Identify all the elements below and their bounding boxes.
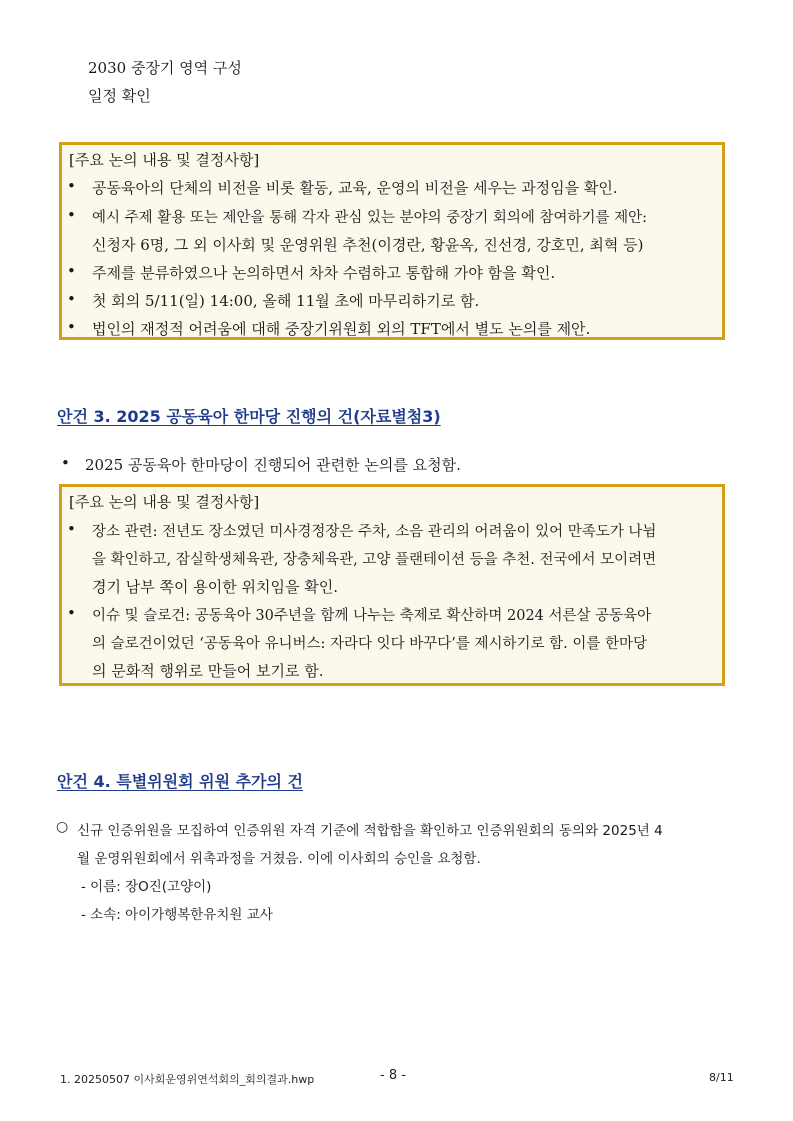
agenda-4-line-1: 신규 인증위원을 모집하여 인증위원 자격 기준에 적합함을 확인하고 인증위원회의 동의와 2025년 4 — [77, 823, 663, 839]
bullet-mark: • — [61, 454, 70, 472]
agenda-4-heading: 안건 4. 특별위원회 위원 추가의 건 — [57, 772, 303, 791]
box1-item-4: 첫 회의 5/11(일) 14:00, 올해 11월 초에 마무리하기로 함. — [92, 292, 480, 310]
circle-mark: ○ — [56, 819, 69, 835]
intro-line-1: 2030 중장기 영역 구성 — [88, 59, 242, 77]
agenda-4-line-2: 월 운영위원회에서 위촉과정을 거쳤음. 이에 이사회의 승인을 요청함. — [77, 851, 481, 867]
box2-item-2-line-2: 의 슬로건이었던 ‘공동육아 유니버스: 자라다 잇다 바꾸다’를 제시하기로 함. 이를 한마당 — [92, 636, 648, 652]
bullet-mark: • — [67, 206, 76, 224]
bullet-mark: • — [67, 177, 76, 195]
box1-item-2-line-1: 예시 주제 활용 또는 제안을 통해 각자 관심 있는 분야의 중장기 회의에 참여하기를 제안: — [92, 210, 648, 226]
box-title: [주요 논의 내용 및 결정사항] — [69, 493, 260, 511]
footer-page-count: 8/11 — [709, 1071, 734, 1084]
decision-box-2 — [59, 484, 725, 686]
box2-item-2-line-1: 이슈 및 슬로건: 공동육아 30주년을 함께 나누는 축제로 확산하며 2024 서른살 공동육아 — [92, 608, 652, 624]
bullet-mark: • — [67, 262, 76, 280]
box2-item-2-line-3: 의 문화적 행위로 만들어 보기로 함. — [92, 662, 324, 680]
box1-item-3: 주제를 분류하였으나 논의하면서 차차 수렴하고 통합해 가야 함을 확인. — [92, 264, 556, 282]
box1-item-2-line-2: 신청자 6명, 그 외 이사회 및 운영위원 추천(이경란, 황윤옥, 진선경, 강호민, 최혁 등) — [92, 236, 644, 254]
agenda-3-heading: 안건 3. 2025 공동육아 한마당 진행의 건(자료별첨3) — [57, 407, 441, 426]
bullet-mark: • — [67, 290, 76, 308]
box2-item-1-line-1: 장소 관련: 전년도 장소였던 미사경정장은 주차, 소음 관리의 어려움이 있어 만족도가 나뉨 — [92, 524, 657, 540]
box1-item-1: 공동육아의 단체의 비전을 비롯 활동, 교육, 운영의 비전을 세우는 과정임을 확인. — [92, 179, 618, 197]
intro-line-2: 일정 확인 — [88, 87, 151, 105]
footer-filename: 1. 20250507 이사회운영위연석회의_회의결과.hwp — [60, 1073, 315, 1086]
decision-box-1 — [59, 142, 725, 340]
member-name: - 이름: 장O진(고양이) — [81, 879, 212, 895]
box2-item-1-line-2: 을 확인하고, 잠실학생체육관, 장충체육관, 고양 플랜테이션 등을 추천. 전국에서 모이려면 — [92, 552, 657, 568]
agenda-3-request: 2025 공동육아 한마당이 진행되어 관련한 논의를 요청함. — [85, 456, 461, 474]
bullet-mark: • — [67, 520, 76, 538]
member-affiliation: - 소속: 아이가행복한유치원 교사 — [81, 907, 273, 923]
bullet-mark: • — [67, 604, 76, 622]
box1-item-5: 법인의 재정적 어려움에 대해 중장기위원회 외의 TFT에서 별도 논의를 제안. — [92, 320, 591, 338]
footer-page-number: - 8 - — [380, 1068, 406, 1083]
box-title: [주요 논의 내용 및 결정사항] — [69, 151, 260, 169]
bullet-mark: • — [67, 318, 76, 336]
box2-item-1-line-3: 경기 남부 쪽이 용이한 위치임을 확인. — [92, 578, 338, 596]
